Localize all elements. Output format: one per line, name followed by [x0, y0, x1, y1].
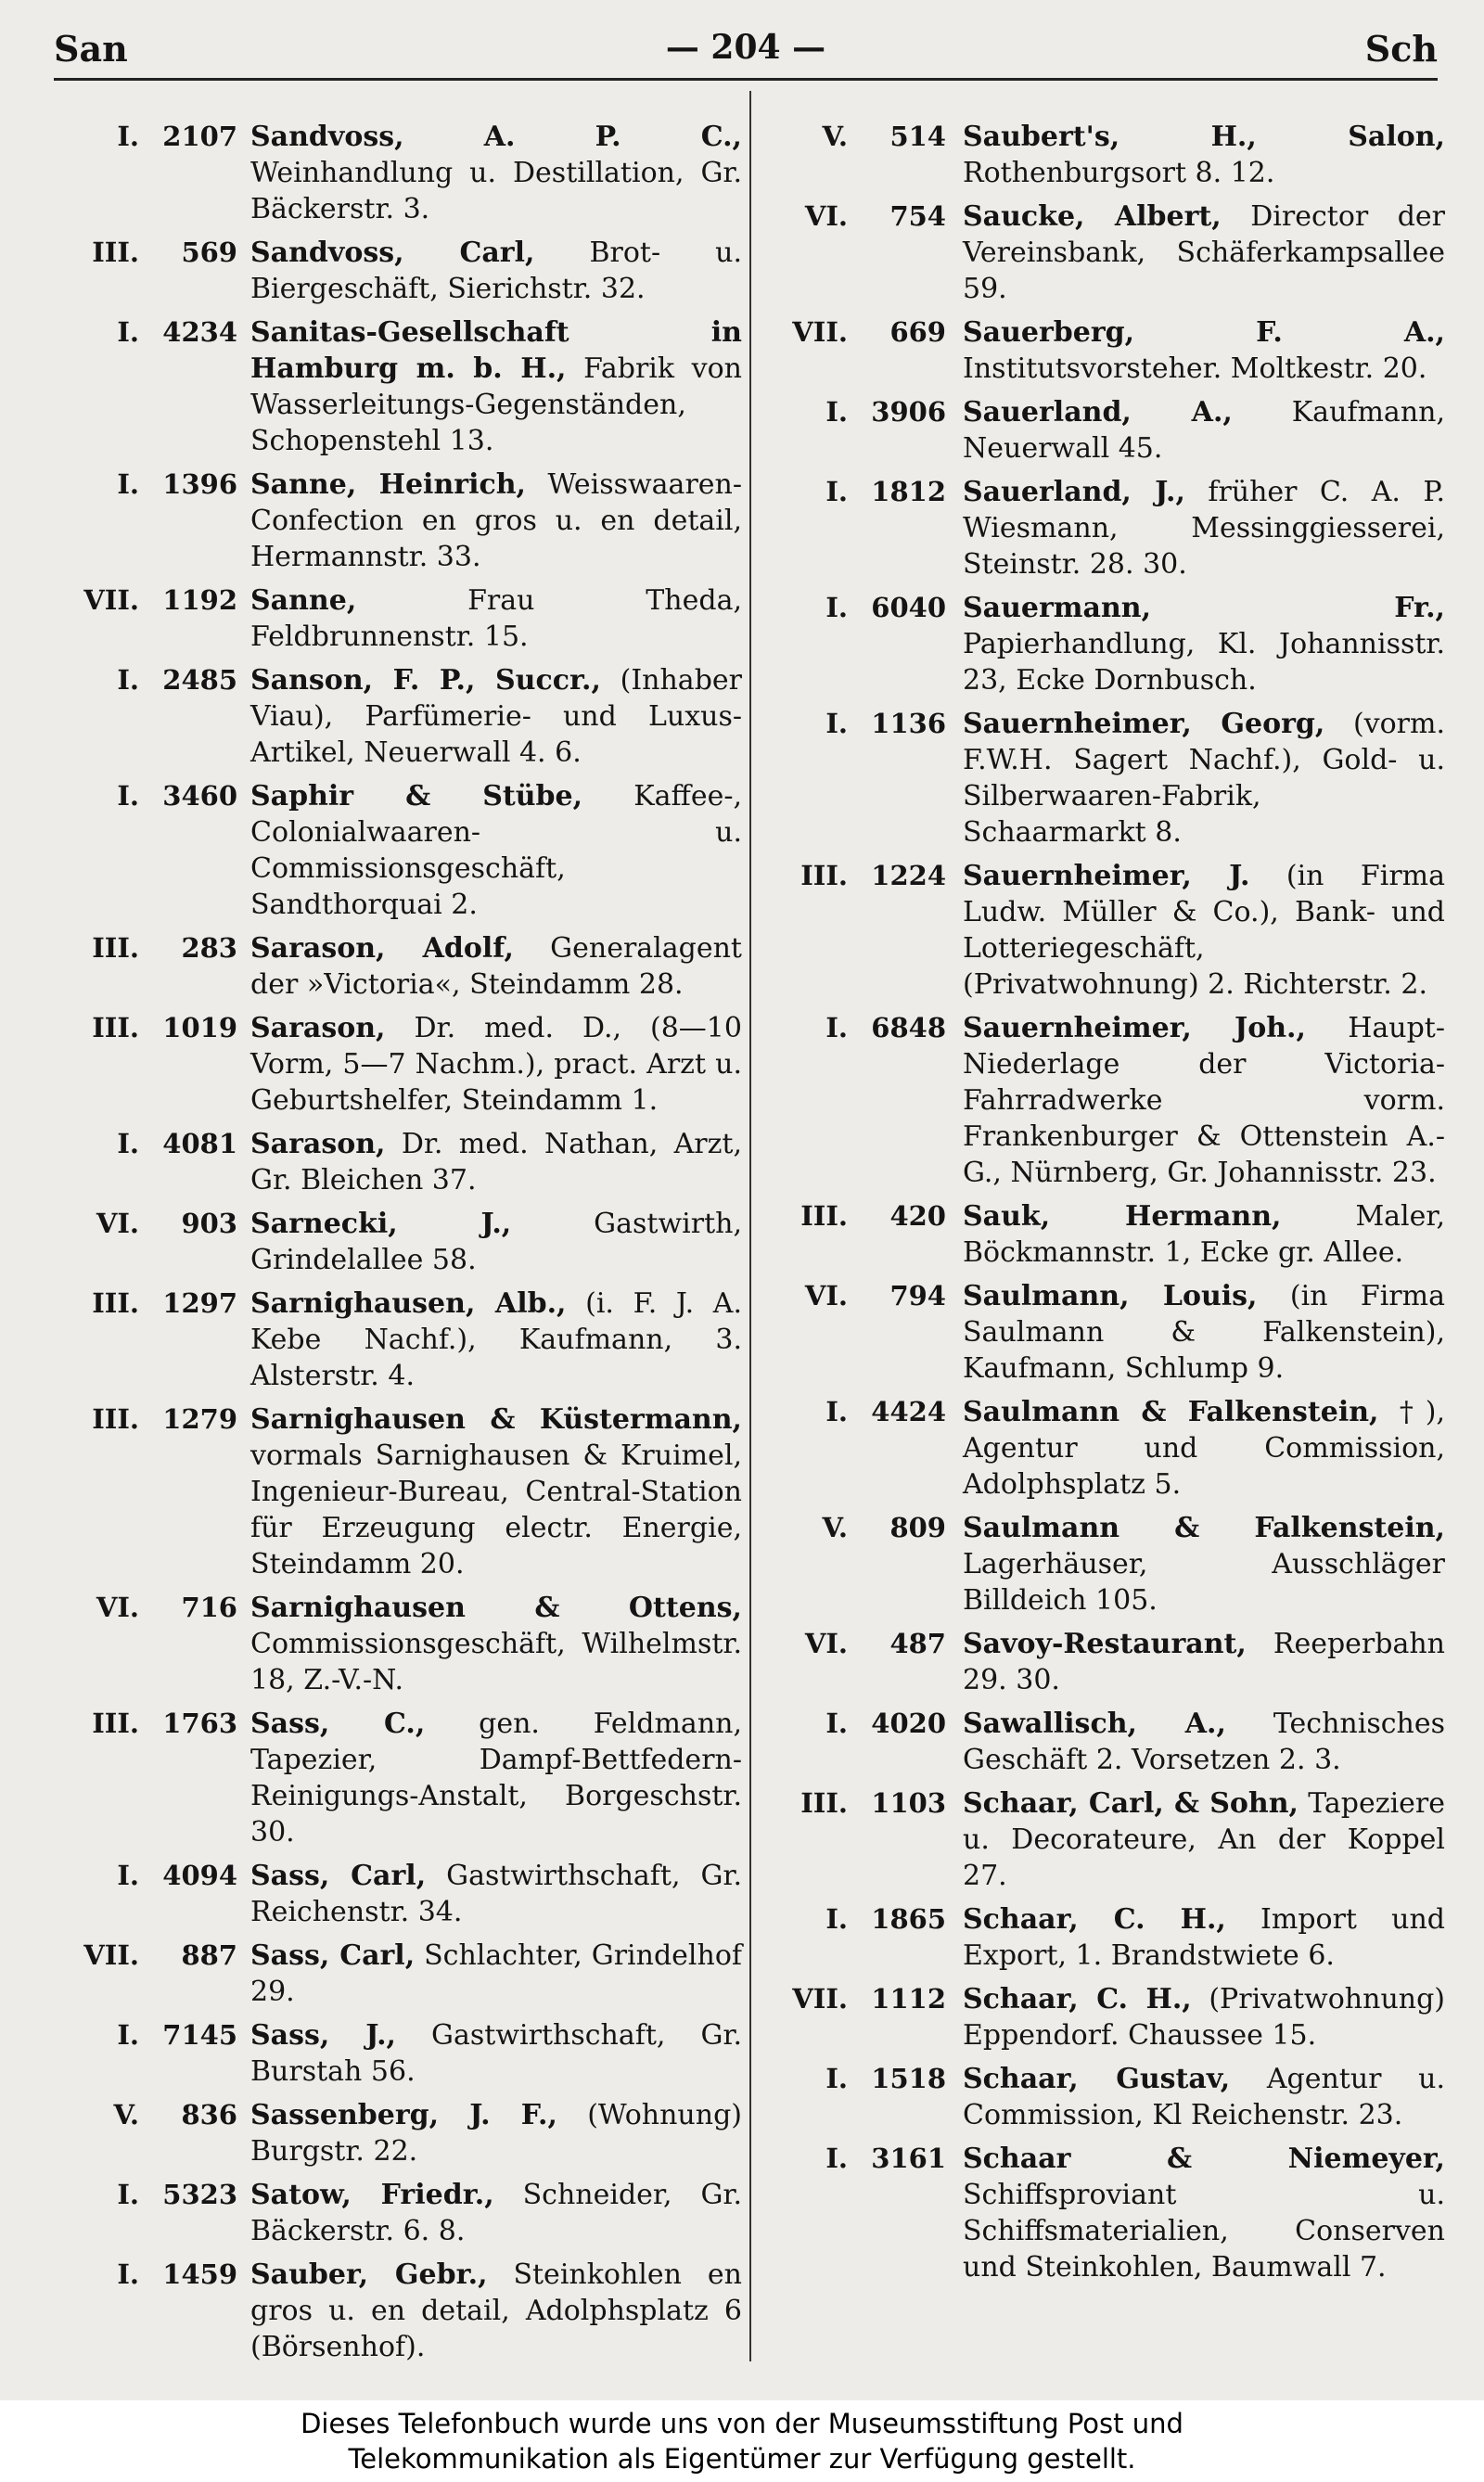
exchange-office: I.	[825, 592, 848, 623]
subscriber-details: (i. F. J. A. Kebe Nachf.), Kaufmann, 3. Alsterstr. 4.	[250, 1287, 742, 1392]
subscriber-name: Saulmann & Falkenstein,	[963, 1512, 1445, 1544]
phone-number	[762, 314, 963, 351]
exchange-office: III.	[92, 1287, 139, 1319]
exchange-office: I.	[825, 1903, 848, 1935]
entry-text	[963, 590, 1445, 698]
subscriber-number: 569	[181, 237, 237, 268]
subscriber-name: Sauerland, J.,	[963, 476, 1185, 508]
subscriber-details: (vorm. F.W.H. Sagert Nachf.), Gold- u. Silberwaaren-Fabrik, Schaarmarkt 8.	[963, 708, 1445, 849]
subscriber-name: Sarason, Adolf,	[250, 932, 514, 965]
phone-number	[762, 2141, 963, 2177]
exchange-office: VII.	[83, 584, 139, 616]
directory-entry	[54, 119, 742, 227]
entry-text	[963, 119, 1445, 191]
exchange-office: I.	[117, 664, 139, 696]
entry-text	[250, 235, 742, 307]
exchange-office: VII.	[83, 1939, 139, 1971]
directory-entry	[54, 1206, 742, 1278]
subscriber-number: 887	[181, 1939, 237, 1971]
entry-text	[250, 1858, 742, 1930]
exchange-office: III.	[92, 932, 139, 964]
subscriber-number: 809	[889, 1512, 946, 1543]
subscriber-number: 2485	[162, 664, 237, 696]
subscriber-number: 1192	[162, 584, 237, 616]
subscriber-details: Kaufmann, Neuerwall 45.	[963, 396, 1445, 465]
entry-text	[250, 778, 742, 923]
phone-number	[762, 590, 963, 626]
entry-text	[250, 930, 742, 1003]
subscriber-name: Sauernheimer, J.	[963, 860, 1250, 892]
phone-number	[762, 1981, 963, 2017]
subscriber-number: 283	[181, 932, 237, 964]
phone-number	[54, 2097, 250, 2133]
subscriber-details: früher C. A. P. Wiesmann, Messinggiesserei, Steinstr. 28. 30.	[963, 476, 1445, 581]
subscriber-details: Gastwirthschaft, Gr. Burstah 56.	[250, 2019, 742, 2088]
subscriber-name: Sauernheimer, Joh.,	[963, 1012, 1306, 1044]
entry-text	[963, 1785, 1445, 1894]
entry-text	[963, 1510, 1445, 1618]
directory-entry	[762, 858, 1445, 1003]
entry-text	[963, 1278, 1445, 1387]
exchange-office: VII.	[792, 1983, 848, 2015]
entry-text	[250, 2097, 742, 2169]
subscriber-name: Saphir & Stübe,	[250, 780, 583, 812]
subscriber-details: Institutsvorsteher. Moltkestr. 20.	[963, 352, 1427, 385]
subscriber-number: 794	[889, 1280, 946, 1311]
subscriber-details: (in Firma Ludw. Müller & Co.), Bank- und Lotteriegeschäft, (Privatwohnung) 2. Richterstr. 2.	[963, 860, 1445, 1001]
exchange-office: VI.	[96, 1208, 139, 1239]
phone-number	[762, 1901, 963, 1938]
directory-entry	[54, 662, 742, 771]
subscriber-number: 1279	[162, 1403, 237, 1435]
phone-number	[762, 1010, 963, 1046]
entry-text	[250, 1286, 742, 1394]
entry-text	[963, 858, 1445, 1003]
subscriber-name: Saucke, Albert,	[963, 200, 1222, 233]
subscriber-number: 1763	[162, 1708, 237, 1739]
directory-entry	[762, 2061, 1445, 2133]
directory-entry	[762, 706, 1445, 851]
subscriber-name: Schaar, C. H.,	[963, 1903, 1226, 1936]
phone-number	[54, 1126, 250, 1162]
subscriber-number: 7145	[162, 2019, 237, 2051]
phone-number	[54, 2017, 250, 2053]
exchange-office: I.	[825, 1012, 848, 1043]
subscriber-details: Brot- u. Biergeschäft, Sierichstr. 32.	[250, 237, 742, 305]
directory-entry	[54, 930, 742, 1003]
subscriber-name: Saulmann, Louis,	[963, 1280, 1258, 1312]
exchange-office: I.	[117, 468, 139, 500]
subscriber-number: 4424	[871, 1396, 946, 1427]
phone-number	[762, 1278, 963, 1314]
subscriber-details: (Wohnung) Burgstr. 22.	[250, 2099, 742, 2168]
right-column	[762, 119, 1445, 2293]
subscriber-name: Sarason,	[250, 1012, 386, 1044]
exchange-office: III.	[92, 1012, 139, 1043]
subscriber-number: 836	[181, 2099, 237, 2130]
phone-number	[54, 314, 250, 351]
exchange-office: VI.	[804, 1628, 848, 1659]
subscriber-number: 2107	[162, 121, 237, 152]
subscriber-details: Lagerhäuser, Ausschläger Billdeich 105.	[963, 1548, 1445, 1617]
subscriber-number: 1459	[162, 2258, 237, 2290]
entry-text	[963, 706, 1445, 851]
subscriber-details: Weinhandlung u. Destillation, Gr. Bäckerstr. 3.	[250, 157, 742, 225]
directory-entry	[54, 1706, 742, 1850]
subscriber-number: 3906	[871, 396, 946, 428]
directory-entry	[762, 1198, 1445, 1271]
subscriber-details: vormals Sarnighausen & Kruimel, Ingenieur-Bureau, Central-Station für Erzeugung electr. Energie, Steindamm 20.	[250, 1439, 742, 1580]
phone-number	[762, 1626, 963, 1662]
subscriber-details: Fabrik von Wasserleitungs-Gegenständen, Schopenstehl 13.	[250, 352, 742, 457]
exchange-office: I.	[117, 1860, 139, 1891]
exchange-office: VI.	[96, 1592, 139, 1623]
subscriber-number: 1136	[871, 708, 946, 739]
directory-entry	[762, 394, 1445, 467]
phone-number	[54, 1938, 250, 1974]
directory-entry	[762, 1278, 1445, 1387]
exchange-office: I.	[825, 1396, 848, 1427]
exchange-office: I.	[825, 476, 848, 507]
exchange-office: I.	[117, 2179, 139, 2210]
phone-number	[54, 582, 250, 619]
phone-number	[762, 1706, 963, 1742]
subscriber-name: Saulmann & Falkenstein,	[963, 1396, 1379, 1428]
subscriber-number: 1112	[871, 1983, 946, 2015]
subscriber-details: (Privatwohnung) Eppendorf. Chaussee 15.	[963, 1983, 1445, 2052]
phone-number	[54, 1286, 250, 1322]
subscriber-details: Gastwirthschaft, Gr. Reichenstr. 34.	[250, 1860, 742, 1928]
phone-number	[762, 198, 963, 235]
exchange-office: III.	[800, 1200, 848, 1232]
subscriber-details: Import und Export, 1. Brandstwiete 6.	[963, 1903, 1445, 1972]
subscriber-details: Dr. med. D., (8—10 Vorm, 5—7 Nachm.), pract. Arzt u. Geburtshelfer, Steindamm 1.	[250, 1012, 742, 1117]
entry-text	[963, 1394, 1445, 1503]
entry-text	[963, 1626, 1445, 1698]
subscriber-name: Sass, Carl,	[250, 1939, 416, 1972]
entry-text	[250, 2177, 742, 2249]
subscriber-details: Dr. med. Nathan, Arzt, Gr. Bleichen 37.	[250, 1128, 742, 1196]
subscriber-name: Sanne,	[250, 584, 357, 617]
subscriber-name: Sass, J.,	[250, 2019, 397, 2052]
phone-number	[54, 2177, 250, 2213]
directory-entry	[54, 778, 742, 923]
subscriber-number: 1103	[871, 1787, 946, 1819]
subscriber-number: 420	[889, 1200, 946, 1232]
subscriber-number: 5323	[162, 2179, 237, 2210]
directory-entry	[762, 1010, 1445, 1191]
exchange-office: I.	[825, 396, 848, 428]
exchange-office: III.	[92, 237, 139, 268]
directory-entry	[54, 467, 742, 575]
entry-text	[963, 1706, 1445, 1778]
entry-text	[250, 582, 742, 655]
directory-entry	[54, 2257, 742, 2365]
subscriber-details: Frau Theda, Feldbrunnenstr. 15.	[250, 584, 742, 653]
phone-number	[762, 858, 963, 894]
subscriber-number: 669	[889, 316, 946, 348]
exchange-office: VI.	[804, 200, 848, 232]
subscriber-name: Sauk, Hermann,	[963, 1200, 1282, 1233]
subscriber-number: 754	[889, 200, 946, 232]
header-rule	[54, 78, 1438, 81]
subscriber-name: Sarnecki, J.,	[250, 1208, 512, 1240]
subscriber-name: Sass, Carl,	[250, 1860, 427, 1892]
directory-entry	[54, 1126, 742, 1198]
directory-entry	[54, 2097, 742, 2169]
header-range-end: Sch	[1364, 28, 1438, 70]
subscriber-name: Sawallisch, A.,	[963, 1708, 1226, 1740]
directory-entry	[54, 235, 742, 307]
directory-entry	[762, 1901, 1445, 1974]
phone-number	[762, 119, 963, 155]
phone-number	[54, 1590, 250, 1626]
phone-number	[762, 706, 963, 742]
subscriber-details: †), Agentur und Commission, Adolphsplatz 5.	[963, 1396, 1445, 1501]
directory-entry	[762, 590, 1445, 698]
exchange-office: I.	[825, 1708, 848, 1739]
page-number: — 204 —	[665, 28, 826, 67]
column-divider	[749, 91, 751, 2361]
subscriber-details: Weisswaaren-Confection en gros u. en detail, Hermannstr. 33.	[250, 468, 742, 573]
phone-number	[762, 1510, 963, 1546]
entry-text	[963, 1010, 1445, 1191]
subscriber-name: Schaar, Carl, & Sohn,	[963, 1787, 1298, 1820]
subscriber-details: Maler, Böckmannstr. 1, Ecke gr. Allee.	[963, 1200, 1445, 1269]
subscriber-number: 1396	[162, 468, 237, 500]
subscriber-details: Schneider, Gr. Bäckerstr. 6. 8.	[250, 2179, 742, 2247]
exchange-office: VI.	[804, 1280, 848, 1311]
phone-number	[54, 1858, 250, 1894]
phone-number	[762, 1785, 963, 1822]
phone-number	[54, 662, 250, 698]
subscriber-number: 1019	[162, 1012, 237, 1043]
subscriber-number: 4094	[162, 1860, 237, 1891]
phone-number	[54, 2257, 250, 2293]
entry-text	[250, 2257, 742, 2365]
directory-entry	[762, 2141, 1445, 2285]
entry-text	[250, 314, 742, 459]
entry-text	[250, 1706, 742, 1850]
subscriber-name: Saubert's, H., Salon,	[963, 121, 1445, 153]
left-column	[54, 119, 742, 2373]
directory-entry	[54, 1401, 742, 1582]
entry-text	[250, 1590, 742, 1698]
phone-number	[762, 2061, 963, 2097]
directory-entry	[762, 1706, 1445, 1778]
subscriber-details: Haupt-Niederlage der Victoria-Fahrradwerke vorm. Frankenburger & Ottenstein A.-G., Nürnberg, Gr. Johannisstr. 23.	[963, 1012, 1445, 1189]
exchange-office: I.	[117, 2019, 139, 2051]
subscriber-details: Schlachter, Grindelhof 29.	[250, 1939, 742, 2008]
exchange-office: III.	[800, 1787, 848, 1819]
subscriber-number: 903	[181, 1208, 237, 1239]
subscriber-name: Schaar, C. H.,	[963, 1983, 1192, 2015]
directory-entry	[762, 474, 1445, 582]
directory-entry	[762, 1394, 1445, 1503]
directory-entry	[54, 1286, 742, 1394]
entry-text	[250, 119, 742, 227]
subscriber-name: Sandvoss, A. P. C.,	[250, 121, 742, 153]
directory-entry	[54, 1590, 742, 1698]
footer-line-2: Telekommunikation als Eigentümer zur Verfügung gestellt.	[348, 2443, 1136, 2475]
subscriber-number: 1518	[871, 2063, 946, 2094]
phone-number	[54, 467, 250, 503]
exchange-office: VII.	[792, 316, 848, 348]
entry-text	[963, 314, 1445, 387]
subscriber-name: Satow, Friedr.,	[250, 2179, 494, 2211]
subscriber-details: (Inhaber Viau), Parfümerie- und Luxus-Artikel, Neuerwall 4. 6.	[250, 664, 742, 769]
subscriber-details: Steinkohlen en gros u. en detail, Adolphsplatz 6 (Börsenhof).	[250, 2258, 742, 2363]
exchange-office: V.	[113, 2099, 139, 2130]
subscriber-number: 4020	[871, 1708, 946, 1739]
subscriber-name: Sauerberg, F. A.,	[963, 316, 1445, 349]
subscriber-number: 487	[889, 1628, 946, 1659]
entry-text	[250, 1401, 742, 1582]
subscriber-number: 4234	[162, 316, 237, 348]
entry-text	[963, 1901, 1445, 1974]
subscriber-name: Sassenberg, J. F.,	[250, 2099, 557, 2131]
subscriber-number: 3161	[871, 2143, 946, 2174]
footer-notice	[0, 2400, 1484, 2482]
subscriber-name: Sanson, F. P., Succr.,	[250, 664, 601, 697]
subscriber-name: Sauber, Gebr.,	[250, 2258, 488, 2291]
exchange-office: I.	[825, 2063, 848, 2094]
entry-text	[250, 662, 742, 771]
entry-text	[963, 1198, 1445, 1271]
subscriber-details: Commissionsgeschäft, Wilhelmstr. 18, Z.-V.-N.	[250, 1628, 742, 1696]
subscriber-number: 716	[181, 1592, 237, 1623]
phone-number	[54, 930, 250, 966]
exchange-office: III.	[92, 1403, 139, 1435]
phone-number	[54, 1401, 250, 1438]
entry-text	[250, 2017, 742, 2090]
subscriber-details: Agentur u. Commission, Kl Reichenstr. 23.	[963, 2063, 1445, 2131]
subscriber-name: Sanitas-Gesellschaft in Hamburg m. b. H.,	[250, 316, 742, 385]
entry-text	[963, 2141, 1445, 2285]
subscriber-name: Sarason,	[250, 1128, 386, 1160]
exchange-office: I.	[117, 121, 139, 152]
subscriber-name: Sauermann, Fr.,	[963, 592, 1445, 624]
directory-entry	[54, 2177, 742, 2249]
subscriber-name: Sass, C.,	[250, 1708, 426, 1740]
subscriber-name: Sandvoss, Carl,	[250, 237, 535, 269]
subscriber-details: gen. Feldmann, Tapezier, Dampf-Bettfedern-Reinigungs-Anstalt, Borgeschstr. 30.	[250, 1708, 742, 1849]
subscriber-name: Savoy-Restaurant,	[963, 1628, 1247, 1660]
exchange-office: III.	[92, 1708, 139, 1739]
exchange-office: III.	[800, 860, 848, 891]
subscriber-name: Schaar & Niemeyer,	[963, 2143, 1445, 2175]
directory-entry	[762, 119, 1445, 191]
subscriber-name: Sauernheimer, Georg,	[963, 708, 1325, 740]
phone-number	[54, 1706, 250, 1742]
subscriber-name: Sarnighausen & Ottens,	[250, 1592, 742, 1624]
directory-entry	[762, 1981, 1445, 2053]
exchange-office: I.	[117, 780, 139, 812]
header-range-start: San	[54, 28, 128, 70]
directory-entry	[54, 1938, 742, 2010]
entry-text	[250, 467, 742, 575]
subscriber-details: Reeperbahn 29. 30.	[963, 1628, 1445, 1696]
subscriber-number: 1224	[871, 860, 946, 891]
exchange-office: V.	[822, 121, 848, 152]
exchange-office: I.	[117, 1128, 139, 1159]
directory-entry	[54, 2017, 742, 2090]
subscriber-details: Kaffee-, Colonialwaaren- u. Commissionsgeschäft, Sandthorquai 2.	[250, 780, 742, 921]
subscriber-name: Sarnighausen & Küstermann,	[250, 1403, 742, 1436]
directory-entry	[54, 1858, 742, 1930]
exchange-office: V.	[822, 1512, 848, 1543]
phone-number	[54, 778, 250, 814]
phone-number	[762, 1198, 963, 1235]
subscriber-details: Generalagent der »Victoria«, Steindamm 28.	[250, 932, 742, 1001]
subscriber-details: Rothenburgsort 8. 12.	[963, 157, 1275, 189]
subscriber-details: Papierhandlung, Kl. Johannisstr. 23, Ecke Dornbusch.	[963, 628, 1445, 697]
phone-number	[762, 1394, 963, 1430]
subscriber-name: Sauerland, A.,	[963, 396, 1233, 429]
directory-entry	[54, 314, 742, 459]
subscriber-number: 3460	[162, 780, 237, 812]
exchange-office: I.	[825, 708, 848, 739]
phone-number	[54, 119, 250, 155]
subscriber-number: 1297	[162, 1287, 237, 1319]
footer-line-1: Dieses Telefonbuch wurde uns von der Museumsstiftung Post und	[301, 2408, 1183, 2439]
exchange-office: I.	[825, 2143, 848, 2174]
subscriber-details: Tapeziere u. Decorateure, An der Koppel 27.	[963, 1787, 1446, 1892]
page-header	[54, 28, 1438, 74]
entry-text	[963, 394, 1445, 467]
phone-number	[54, 235, 250, 271]
phone-number	[762, 474, 963, 510]
entry-text	[250, 1126, 742, 1198]
directory-entry	[762, 1626, 1445, 1698]
subscriber-name: Sarnighausen, Alb.,	[250, 1287, 567, 1320]
subscriber-number: 514	[889, 121, 946, 152]
subscriber-details: Gastwirth, Grindelallee 58.	[250, 1208, 742, 1276]
subscriber-details: Director der Vereinsbank, Schäferkampsallee 59.	[963, 200, 1445, 305]
entry-text	[250, 1206, 742, 1278]
phone-number	[54, 1206, 250, 1242]
entry-text	[963, 1981, 1445, 2053]
exchange-office: I.	[117, 316, 139, 348]
exchange-office: I.	[117, 2258, 139, 2290]
directory-entry	[762, 1510, 1445, 1618]
subscriber-details: (in Firma Saulmann & Falkenstein), Kaufmann, Schlump 9.	[963, 1280, 1445, 1385]
subscriber-name: Sanne, Heinrich,	[250, 468, 526, 501]
subscriber-number: 6040	[871, 592, 946, 623]
directory-entry	[54, 582, 742, 655]
phone-number	[54, 1010, 250, 1046]
subscriber-name: Schaar, Gustav,	[963, 2063, 1231, 2095]
entry-text	[963, 474, 1445, 582]
subscriber-number: 6848	[871, 1012, 946, 1043]
subscriber-details: Technisches Geschäft 2. Vorsetzen 2. 3.	[963, 1708, 1445, 1776]
entry-text	[963, 2061, 1445, 2133]
entry-text	[250, 1010, 742, 1119]
directory-entry	[54, 1010, 742, 1119]
subscriber-number: 4081	[162, 1128, 237, 1159]
phone-number	[762, 394, 963, 430]
subscriber-number: 1865	[871, 1903, 946, 1935]
entry-text	[250, 1938, 742, 2010]
subscriber-number: 1812	[871, 476, 946, 507]
directory-entry	[762, 314, 1445, 387]
subscriber-details: Schiffsproviant u. Schiffsmaterialien, Conserven und Steinkohlen, Baumwall 7.	[963, 2179, 1445, 2284]
directory-entry	[762, 198, 1445, 307]
directory-entry	[762, 1785, 1445, 1894]
entry-text	[963, 198, 1445, 307]
